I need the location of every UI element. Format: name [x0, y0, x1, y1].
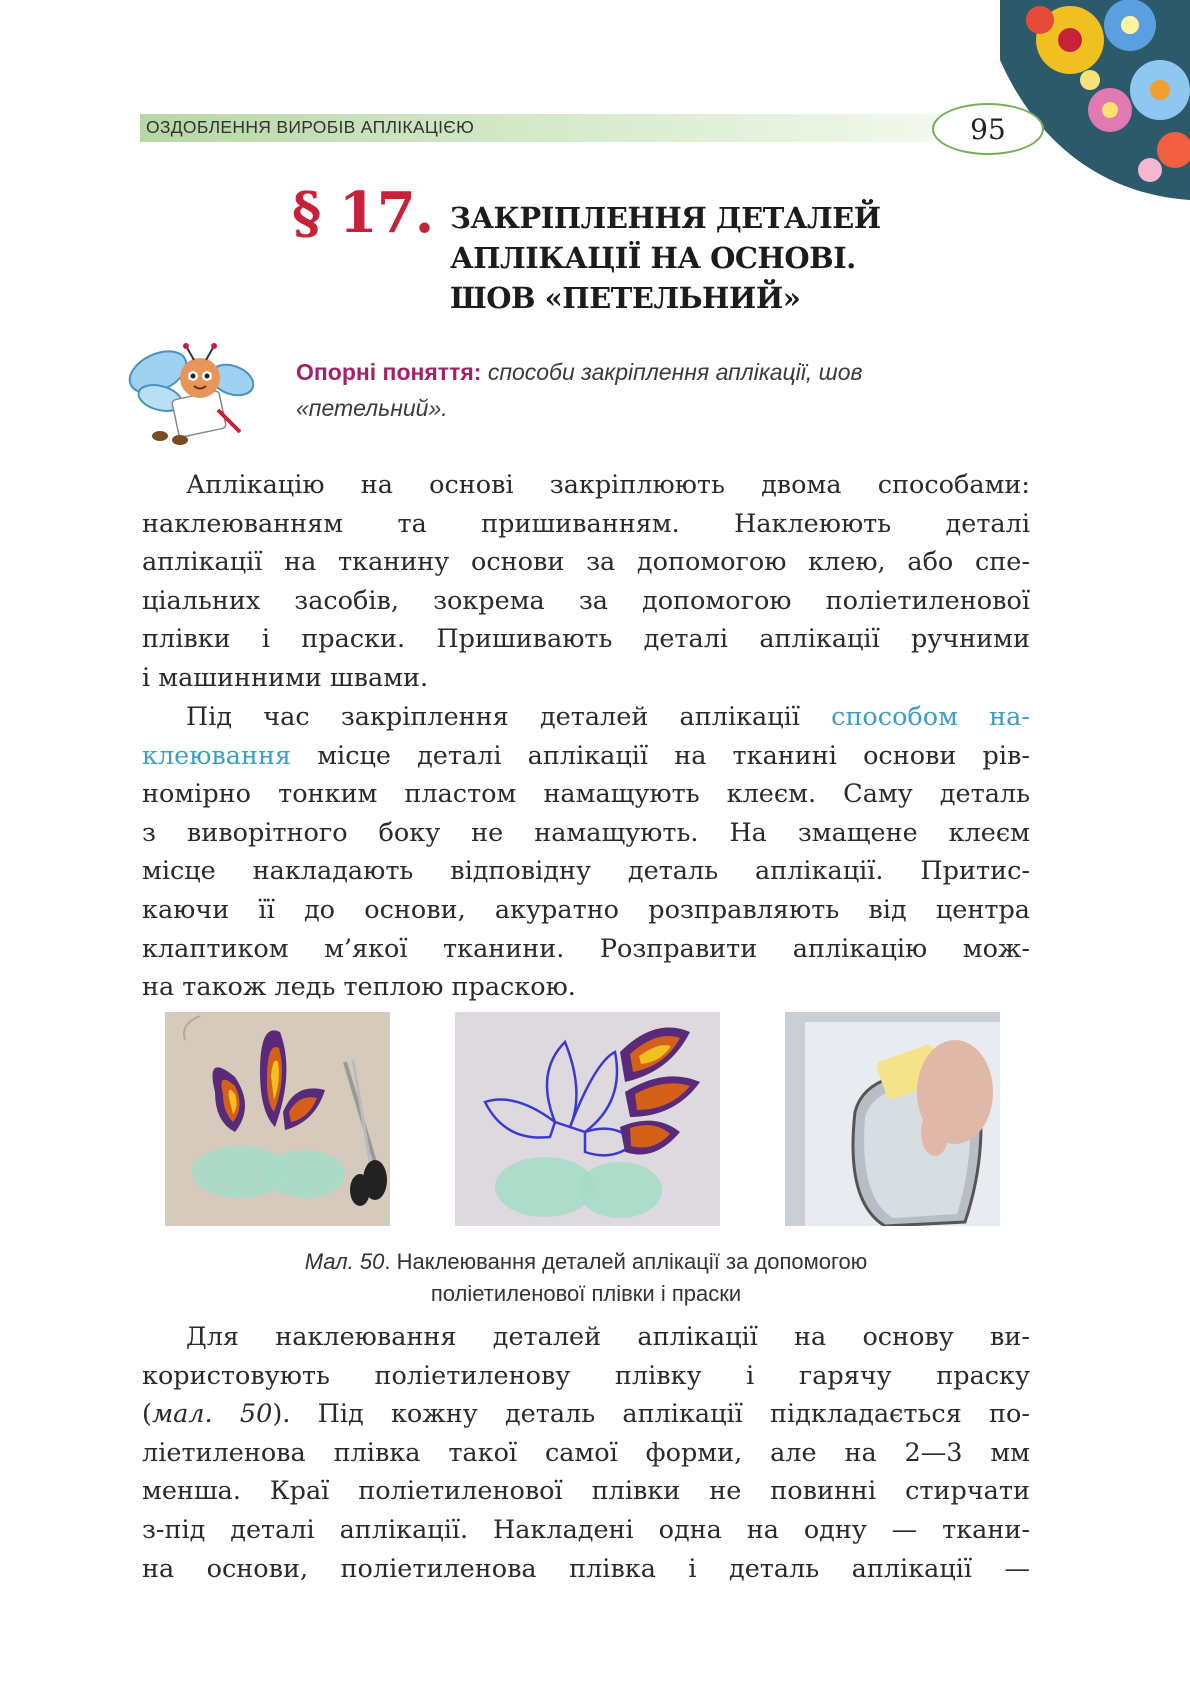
text-line: з-під деталі аплікації. Накладені одна на одну — ткани-: [142, 1514, 1030, 1545]
paragraph-2: [142, 698, 1030, 1007]
text-line: каючи її до основи, акуратно розправляють від центра: [142, 894, 1030, 925]
text-line: [142, 698, 1030, 737]
key-concepts-terms: «петельний».: [296, 395, 448, 421]
paragraph-1: [142, 466, 1030, 698]
running-header-title: ОЗДОБЛЕННЯ ВИРОБІВ АПЛІКАЦІЄЮ: [146, 117, 475, 137]
text-line: з виворітного боку не намащують. На змащене клеєм: [142, 817, 1030, 848]
text-span: Під час закріплення деталей аплікації: [186, 702, 832, 732]
caption-text: . Наклеювання деталей аплікації за допомогою: [384, 1249, 868, 1274]
paragraph-number: § 17.: [292, 180, 434, 246]
lesson-title-line: ШОВ «ПЕТЕЛЬНИЙ»: [450, 281, 801, 315]
lesson-title: [450, 198, 881, 318]
applique-photo-1: [165, 1012, 390, 1226]
text-line: на також ледь теплою праскою.: [142, 972, 576, 1003]
key-concepts-terms: способи закріплення аплікації, шов: [487, 359, 863, 385]
text-line: [142, 737, 1030, 776]
paragraph-3: [142, 1318, 1030, 1588]
text-line: ціальних засобів, зокрема за допомогою поліетиленової: [142, 585, 1030, 616]
page-number: [932, 103, 1044, 155]
text-line: на основи, поліетиленова плівка і деталь аплікації —: [142, 1553, 1030, 1584]
figure-label: Мал. 50: [304, 1249, 385, 1274]
key-concepts-label: Опорні поняття:: [296, 359, 482, 385]
text-line: і машинними швами.: [142, 662, 429, 693]
text-line: аплікації на тканину основи за допомогою клею, або спе-: [142, 547, 1030, 578]
key-concepts: [296, 354, 1036, 426]
lesson-title-line: АПЛІКАЦІЇ НА ОСНОВІ.: [450, 241, 856, 275]
text-line: наклеюванням та пришиванням. Наклеюють деталі: [142, 508, 1030, 539]
applique-photo-2: [455, 1012, 720, 1226]
text-line: плівки і праски. Пришивають деталі аплікації ручними: [142, 624, 1030, 655]
ironing-photo: [785, 1012, 1000, 1226]
figure-reference[interactable]: мал. 50: [151, 1399, 273, 1430]
text-line: [142, 1395, 1030, 1434]
caption-text: поліетиленової плівки і праски: [430, 1281, 742, 1306]
text-line: Для наклеювання деталей аплікації на основу ви-: [186, 1322, 1030, 1352]
text-line: менша. Краї поліетиленової плівки не повинні стирчати: [142, 1476, 1030, 1507]
figure-caption: [142, 1246, 1030, 1310]
text-line: користовують поліетиленову плівку і гарячу праску: [142, 1360, 1030, 1391]
lesson-title-line: ЗАКРІПЛЕННЯ ДЕТАЛЕЙ: [450, 201, 881, 235]
key-term-link[interactable]: способом на-: [831, 702, 1030, 732]
bee-mascot-illustration: [120, 340, 260, 450]
page-number-text: 95: [970, 112, 1006, 146]
text-line: номірно тонким пластом намащують клеєм. Саму деталь: [142, 779, 1030, 810]
text-line: місце накладають відповідну деталь аплікації. Притис-: [142, 856, 1030, 887]
text-span: (: [142, 1399, 152, 1430]
text-line: ліетиленова плівка такої самої форми, але на 2—3 мм: [142, 1437, 1030, 1468]
floral-corner-illustration: [960, 0, 1190, 200]
key-term-link[interactable]: клеювання: [142, 740, 292, 771]
text-line: Аплікацію на основі закріплюють двома способами:: [186, 470, 1030, 500]
text-span: місце деталі аплікації на тканині основи рів-: [291, 740, 1030, 771]
text-line: клаптиком м’якої тканини. Розправити аплікацію мож-: [142, 933, 1030, 964]
text-span: ). Під кожну деталь аплікації підкладається по-: [272, 1399, 1030, 1430]
